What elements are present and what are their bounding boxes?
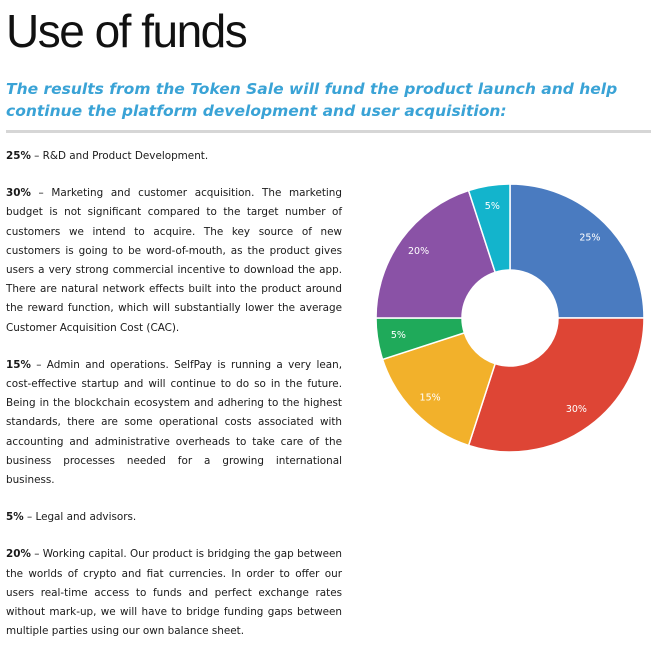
funds-donut-chart [372,180,648,456]
section-text: – Legal and advisors. [23,511,137,524]
section-percent: 5% [6,511,24,524]
section-rnd [6,147,342,166]
section-text: – R&D and Product Development. [30,150,209,162]
section-percent: 25% [6,150,31,162]
section-marketing [6,184,342,338]
donut-slice [469,318,644,452]
page-title: Use of funds [6,5,247,57]
slice-label: 20% [408,246,430,258]
section-percent: 15% [6,358,31,371]
section-text: – Admin and operations. SelfPay is running a very lean, cost-effective startup and will continue to do so in the future. Being in the blockchain ecosystem and adhering to the highest standards, there are some operational costs associated with accounting and administrative overheads to take care of the business processes needed for a growing international business. [6,358,342,487]
divider [6,130,651,133]
slice-label: 5% [484,200,500,212]
use-of-funds-list [6,147,342,659]
slice-label: 25% [579,232,601,244]
section-working-capital [6,545,342,641]
section-percent: 20% [6,548,31,561]
donut-slice [510,184,644,318]
section-text: – Working capital. Our product is bridging the gap between the worlds of crypto and fiat currencies. In order to offer our users real-time access to funds and perfect exchange rates without mark-up, we will have to bridge funding gaps between multiple parties using our own balance sheet. [6,548,342,638]
slice-label: 15% [419,392,441,404]
section-text: – Marketing and customer acquisition. The marketing budget is not significant compared to the target number of customers we intend to acquire. The key source of new customers is going to be word-of-mouth, as the product gives users a very strong commercial incentive to download the app. There are natural network effects built into the product around the reward function, which will substantially lower the average Customer Acquisition Cost (CAC). [6,187,342,334]
section-legal [6,508,342,527]
section-admin [6,356,342,490]
page-subtitle: The results from the Token Sale will fund the product launch and help continue the platform development and user acquisition: [6,80,618,120]
slice-label: 30% [565,403,587,415]
slice-label: 5% [390,330,406,342]
section-percent: 30% [6,187,31,200]
